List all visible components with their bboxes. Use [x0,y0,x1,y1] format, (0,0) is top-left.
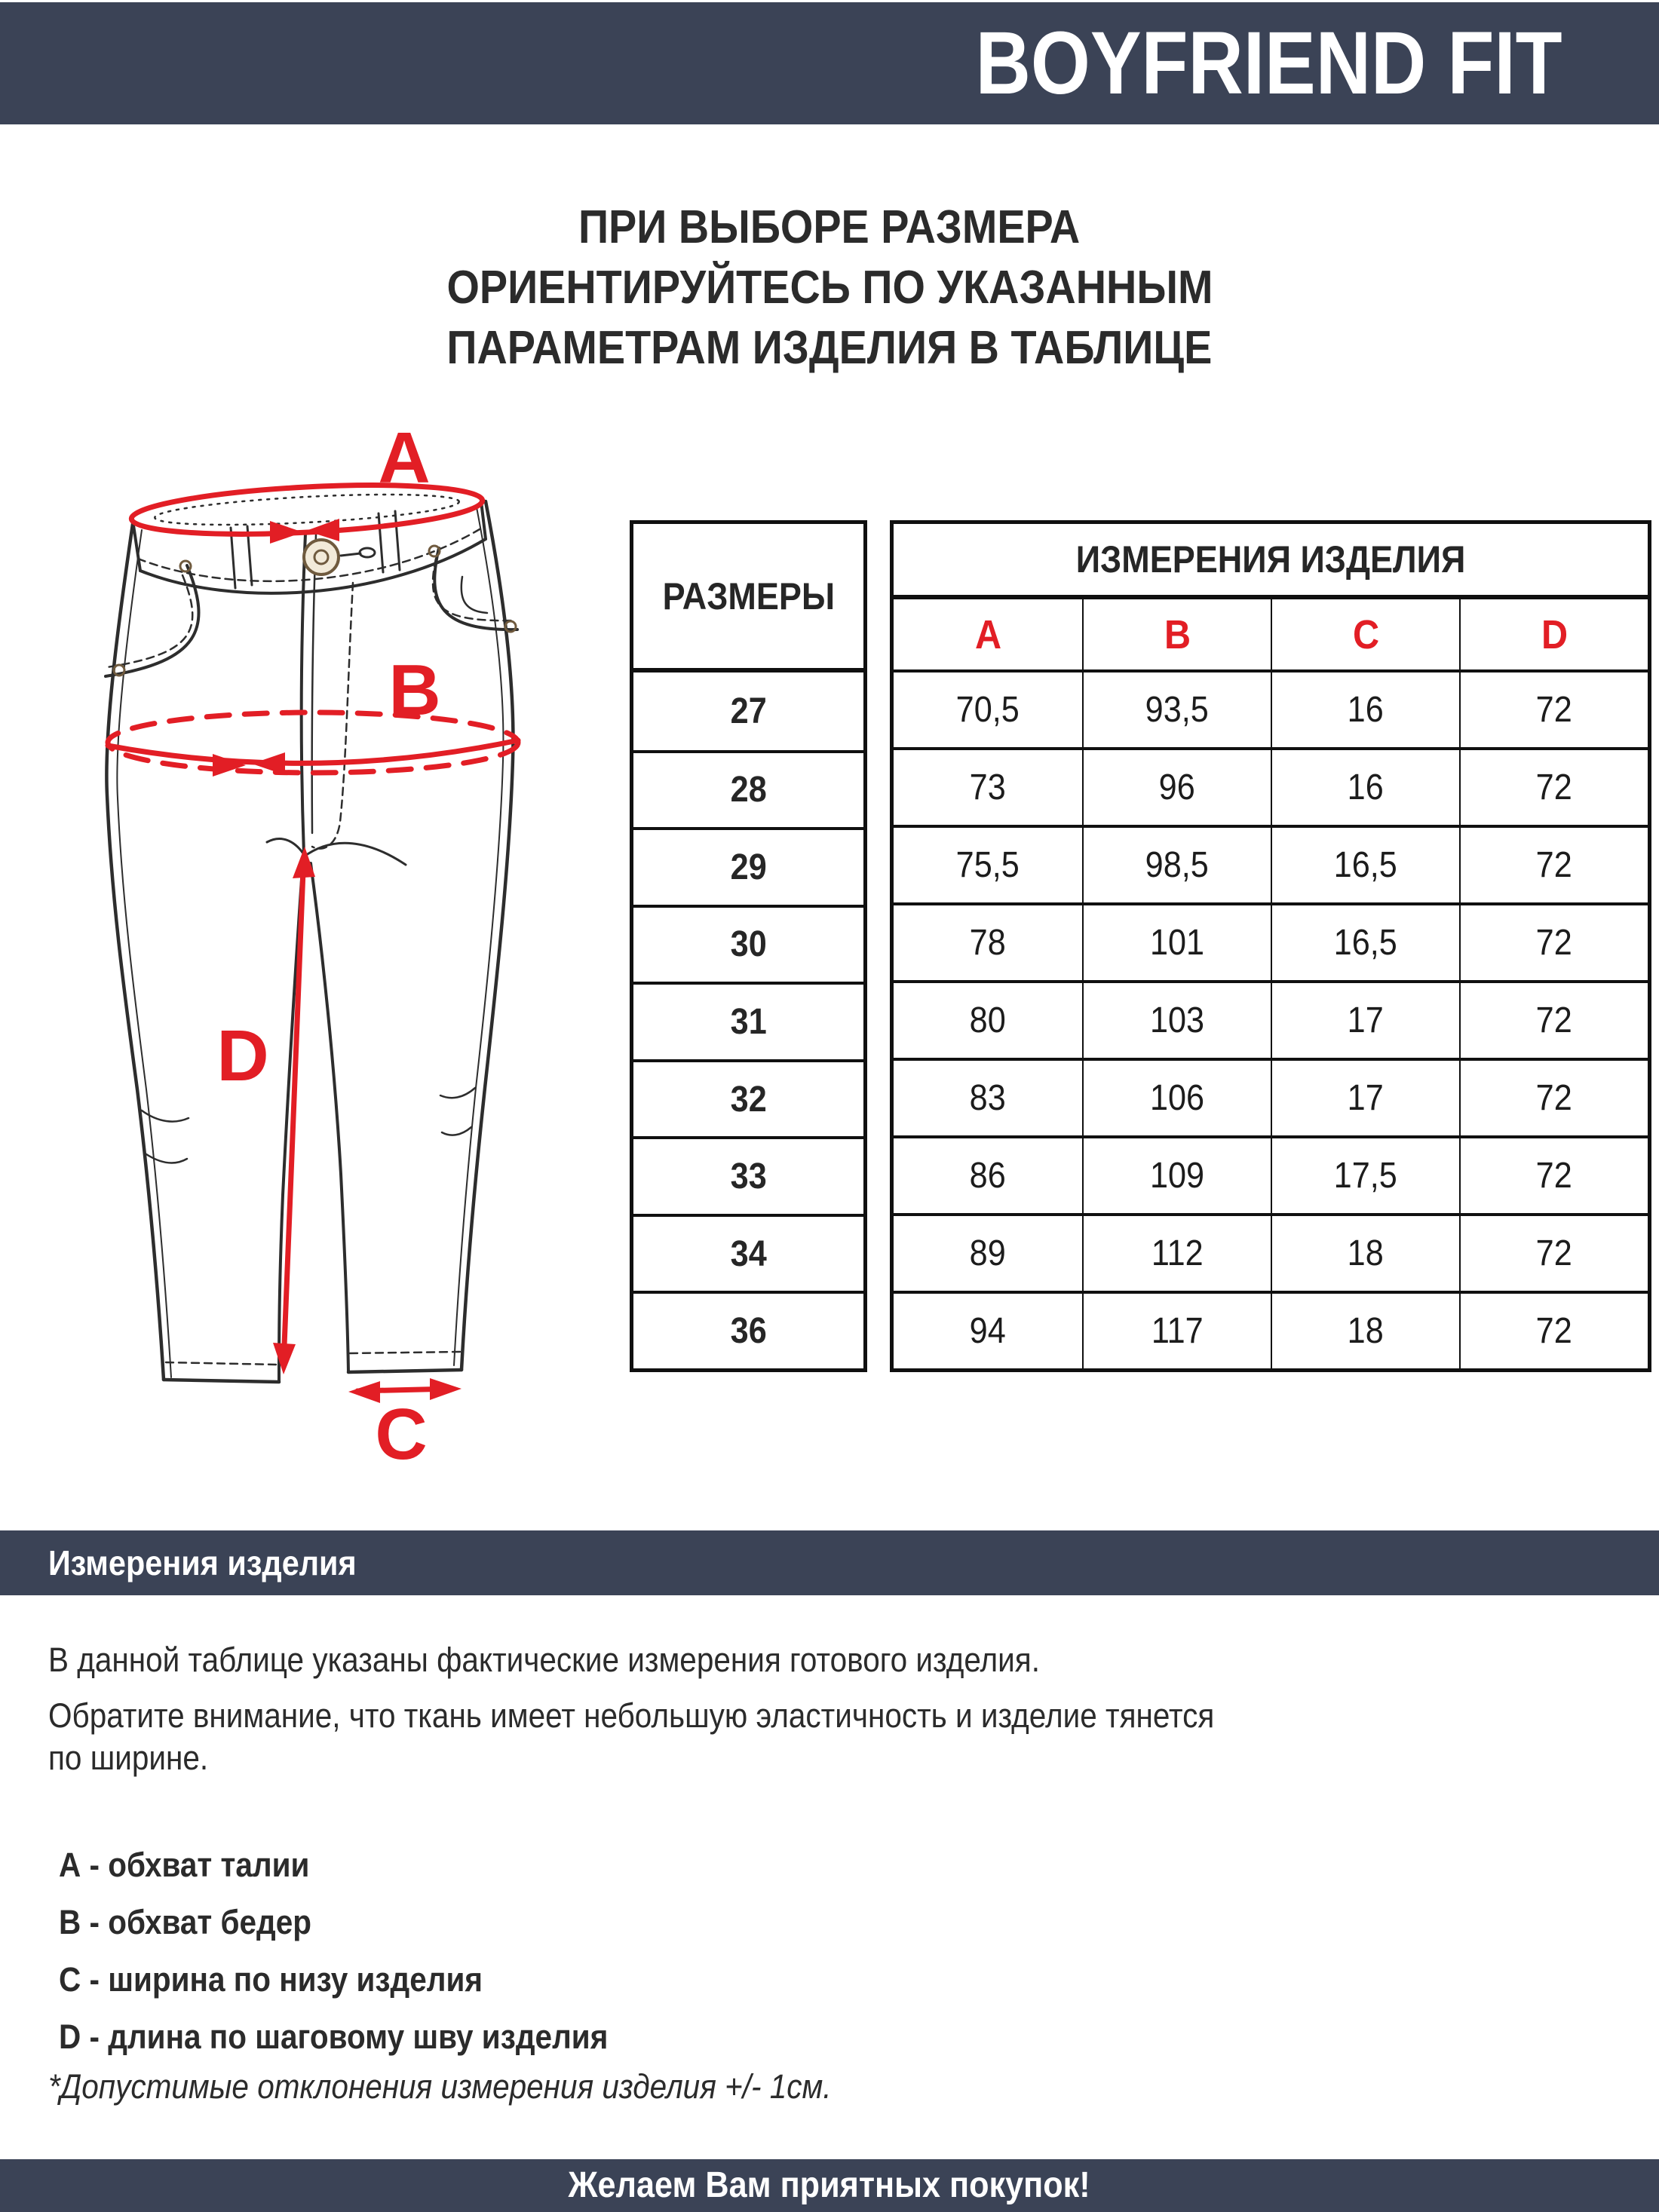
fly-j-stitch [312,583,353,849]
table-cell: 16,5 [1271,825,1459,902]
table-cell: 86 [894,1135,1082,1213]
size-row: 28 [633,750,863,828]
size-row: 31 [633,982,863,1059]
table-cell: 16,5 [1271,902,1459,980]
page-title-text: BOYFRIEND FIT [975,14,1562,113]
inseam-right [311,863,348,1372]
table-cell: 72 [1459,669,1648,747]
table-cell: 109 [1082,1135,1271,1213]
table-cell: 17 [1271,1058,1459,1135]
table-cell: 94 [894,1291,1082,1368]
size-row: 29 [633,827,863,905]
table-cell: 72 [1459,1135,1648,1213]
label-b: B [388,650,441,731]
notes-text [48,1639,1344,1779]
table-cell: 101 [1082,902,1271,980]
table-cell: 78 [894,902,1082,980]
waist-measure-a [130,478,484,541]
legend-item: В - обхват бедер [59,1903,311,1941]
table-cell: 117 [1082,1291,1271,1368]
label-c: C [375,1394,428,1475]
size-row: 33 [633,1136,863,1214]
table-cell: 75,5 [894,825,1082,902]
table-cell: 16 [1271,669,1459,747]
footer-bar [0,2159,1659,2212]
table-cell: 72 [1459,1058,1648,1135]
hip-measure-b-arc [108,740,518,763]
tolerance-footnote: *Допустимые отклонения измерения изделия +/- 1см. [48,2067,832,2106]
table-cell: 98,5 [1082,825,1271,902]
size-row: 27 [730,691,767,731]
table-cell: 112 [1082,1213,1271,1291]
table-cell: 96 [1082,747,1271,825]
jeans-outline [106,479,517,1382]
note-line: Обратите внимание, что ткань имеет небольшую эластичность и изделие тянется [48,1696,1215,1735]
table-cell: 72 [1459,747,1648,825]
measurements-table [890,520,1651,1372]
table-cell: 72 [1459,825,1648,902]
button [304,540,339,574]
page-title [880,2,1562,124]
size-row: 36 [633,1291,863,1368]
note-line: по ширине. [48,1739,209,1777]
table-cell: 72 [1459,902,1648,980]
side-seam-right [462,501,513,1370]
table-cell: 17 [1271,980,1459,1058]
section-bar-title: Измерения изделия [48,1543,357,1582]
intro-line-2: ОРИЕНТИРУЙТЕСЬ ПО УКАЗАННЫМ [446,262,1213,314]
hem-right [348,1370,462,1372]
note-line: В данной таблице указаны фактические измерения готового изделия. [48,1641,1040,1679]
col-header-b: B [1082,599,1271,669]
legend-item: D - длина по шаговому шву изделия [59,2017,609,2056]
side-seam-left [106,524,164,1380]
table-cell: 72 [1459,980,1648,1058]
table-cell: 89 [894,1213,1082,1291]
sizes-table [630,520,867,1372]
table-cell: 72 [1459,1291,1648,1368]
intro-line-1: ПРИ ВЫБОРЕ РАЗМЕРА [578,201,1081,253]
col-header-d: D [1459,599,1648,669]
table-cell: 17,5 [1271,1135,1459,1213]
table-cell: 72 [1459,1213,1648,1291]
table-cell: 103 [1082,980,1271,1058]
legend-item: А - обхват талии [59,1846,310,1884]
sizes-header: РАЗМЕРЫ [633,524,863,672]
intro-line-3: ПАРАМЕТРАМ ИЗДЕЛИЯ В ТАБЛИЦЕ [446,322,1213,374]
footer-message: Желаем Вам приятных покупок! [568,2165,1091,2205]
fly-center [302,534,305,854]
size-row: 32 [633,1059,863,1137]
jeans-diagram [53,411,615,1515]
label-a: A [378,418,431,498]
rivet [180,561,191,571]
intro-heading [0,198,1659,378]
table-cell: 18 [1271,1213,1459,1291]
table-cell: 80 [894,980,1082,1058]
measurements-header: ИЗМЕРЕНИЯ ИЗДЕЛИЯ [894,524,1648,599]
table-cell: 73 [894,747,1082,825]
size-row: 30 [633,905,863,982]
legend-item: С - ширина по низу изделия [59,1960,483,1999]
size-row: 34 [633,1214,863,1291]
section-bar [0,1530,1659,1595]
col-header-c: C [1271,599,1459,669]
measure-legend [59,1837,669,2066]
table-cell: 18 [1271,1291,1459,1368]
table-cell: 16 [1271,747,1459,825]
top-banner [0,2,1659,124]
table-cell: 70,5 [894,669,1082,747]
table-cell: 83 [894,1058,1082,1135]
label-d: D [216,1016,269,1096]
table-cell: 93,5 [1082,669,1271,747]
hem-left [164,1380,279,1382]
col-header-a: A [974,611,1001,657]
table-cell: 106 [1082,1058,1271,1135]
coin-pocket [462,577,487,613]
